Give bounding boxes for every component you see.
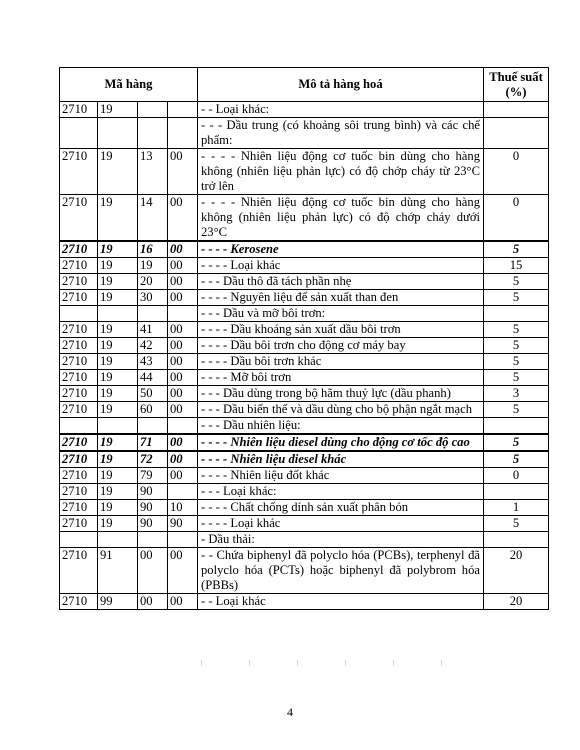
tax-rate-cell: 5 <box>484 274 549 290</box>
description-cell: - - - - Nhiên liệu đốt khác <box>198 468 484 484</box>
table-row <box>60 290 549 306</box>
rate-column-header: Thuế suất (%) <box>484 68 549 102</box>
subheading-code-cell: 19 <box>98 451 138 468</box>
subheading-code-cell: 19 <box>98 516 138 532</box>
description-cell: - - - Dầu thô đã tách phần nhẹ <box>198 274 484 290</box>
tax-rate-cell: 5 <box>484 354 549 370</box>
description-cell: - Dầu thải: <box>198 532 484 548</box>
subheading-code-cell: 19 <box>98 468 138 484</box>
suffix-code-cell: 90 <box>168 516 198 532</box>
heading-code-cell: 2710 <box>60 594 98 610</box>
suffix-code-cell: 00 <box>168 451 198 468</box>
national-code-cell: 79 <box>138 468 168 484</box>
heading-code-cell: 2710 <box>60 434 98 451</box>
heading-code-cell: 2710 <box>60 468 98 484</box>
national-code-cell: 19 <box>138 258 168 274</box>
subheading-code-cell: 19 <box>98 258 138 274</box>
national-code-cell: 42 <box>138 338 168 354</box>
table-row <box>60 500 549 516</box>
tax-rate-cell <box>484 484 549 500</box>
suffix-code-cell <box>168 118 198 149</box>
tax-rate-cell: 0 <box>484 468 549 484</box>
subheading-code-cell: 19 <box>98 195 138 242</box>
suffix-code-cell: 00 <box>168 548 198 594</box>
tariff-table <box>59 67 549 610</box>
national-code-cell <box>138 118 168 149</box>
subheading-code-cell: 91 <box>98 548 138 594</box>
suffix-code-cell: 00 <box>168 290 198 306</box>
national-code-cell: 90 <box>138 500 168 516</box>
table-row <box>60 322 549 338</box>
national-code-cell: 50 <box>138 386 168 402</box>
table-row <box>60 594 549 610</box>
national-code-cell: 44 <box>138 370 168 386</box>
description-cell: - - - - Loại khác <box>198 516 484 532</box>
suffix-code-cell <box>168 484 198 500</box>
suffix-code-cell: 00 <box>168 402 198 418</box>
suffix-code-cell <box>168 418 198 435</box>
description-cell: - - - - Nhiên liệu động cơ tuốc bin dùng cho hàng không (nhiên liệu phản lực) có độ chớp cháy dưới 23°C <box>198 195 484 242</box>
tax-rate-cell: 1 <box>484 500 549 516</box>
description-cell: - - - - Nhiên liệu diesel khác <box>198 451 484 468</box>
table-row <box>60 451 549 468</box>
description-cell: - - - - Dầu bôi trơn khác <box>198 354 484 370</box>
table-body <box>60 102 549 610</box>
tax-rate-cell: 5 <box>484 434 549 451</box>
national-code-cell: 43 <box>138 354 168 370</box>
heading-code-cell: 2710 <box>60 386 98 402</box>
tax-rate-cell <box>484 418 549 435</box>
description-column-header: Mô tả hàng hoá <box>198 68 484 102</box>
national-code-cell: 90 <box>138 484 168 500</box>
national-code-cell <box>138 532 168 548</box>
description-cell: - - - Dầu biến thế và dầu dùng cho bộ phận ngắt mạch <box>198 402 484 418</box>
national-code-cell: 00 <box>138 594 168 610</box>
description-cell: - - - - Mỡ bôi trơn <box>198 370 484 386</box>
tax-rate-cell <box>484 306 549 322</box>
description-cell: - - - - Chất chống dính sản xuất phân bón <box>198 500 484 516</box>
subheading-code-cell <box>98 306 138 322</box>
table-header-row <box>60 68 549 102</box>
national-code-cell: 00 <box>138 548 168 594</box>
heading-code-cell <box>60 532 98 548</box>
national-code-cell: 30 <box>138 290 168 306</box>
table-row <box>60 118 549 149</box>
scan-artifact <box>183 660 473 666</box>
subheading-code-cell: 19 <box>98 102 138 118</box>
subheading-code-cell: 19 <box>98 370 138 386</box>
table-row <box>60 548 549 594</box>
tax-rate-cell: 20 <box>484 548 549 594</box>
description-cell: - - - - Nguyên liệu để sản xuất than đen <box>198 290 484 306</box>
table-row <box>60 102 549 118</box>
suffix-code-cell: 00 <box>168 370 198 386</box>
tax-rate-cell: 15 <box>484 258 549 274</box>
heading-code-cell: 2710 <box>60 195 98 242</box>
tax-rate-cell: 0 <box>484 195 549 242</box>
suffix-code-cell: 00 <box>168 434 198 451</box>
suffix-code-cell: 10 <box>168 500 198 516</box>
subheading-code-cell: 19 <box>98 241 138 258</box>
tax-rate-cell: 5 <box>484 516 549 532</box>
subheading-code-cell: 19 <box>98 290 138 306</box>
subheading-code-cell <box>98 418 138 435</box>
subheading-code-cell: 19 <box>98 484 138 500</box>
subheading-code-cell: 19 <box>98 149 138 195</box>
heading-code-cell: 2710 <box>60 290 98 306</box>
description-cell: - - - - Kerosene <box>198 241 484 258</box>
suffix-code-cell: 00 <box>168 338 198 354</box>
heading-code-cell <box>60 418 98 435</box>
suffix-code-cell: 00 <box>168 468 198 484</box>
national-code-cell <box>138 102 168 118</box>
table-row <box>60 354 549 370</box>
subheading-code-cell: 19 <box>98 386 138 402</box>
description-cell: - - - Dầu trung (có khoảng sôi trung bình) và các chế phẩm: <box>198 118 484 149</box>
heading-code-cell: 2710 <box>60 338 98 354</box>
heading-code-cell: 2710 <box>60 102 98 118</box>
description-cell: - - - - Nhiên liệu động cơ tuốc bin dùng cho hàng không (nhiên liệu phản lực) có độ chớp cháy từ 23°C trở lên <box>198 149 484 195</box>
table-row <box>60 195 549 242</box>
heading-code-cell <box>60 306 98 322</box>
suffix-code-cell <box>168 306 198 322</box>
heading-code-cell: 2710 <box>60 548 98 594</box>
heading-code-cell <box>60 118 98 149</box>
heading-code-cell: 2710 <box>60 451 98 468</box>
description-cell: - - - - Loại khác <box>198 258 484 274</box>
table-row <box>60 274 549 290</box>
table-row <box>60 386 549 402</box>
table-row <box>60 434 549 451</box>
tax-rate-cell: 3 <box>484 386 549 402</box>
subheading-code-cell: 19 <box>98 402 138 418</box>
tax-rate-cell <box>484 532 549 548</box>
national-code-cell: 41 <box>138 322 168 338</box>
national-code-cell: 71 <box>138 434 168 451</box>
heading-code-cell: 2710 <box>60 402 98 418</box>
tax-rate-cell: 5 <box>484 338 549 354</box>
tax-rate-cell: 5 <box>484 322 549 338</box>
table-row <box>60 516 549 532</box>
tax-rate-cell: 5 <box>484 290 549 306</box>
suffix-code-cell: 00 <box>168 354 198 370</box>
heading-code-cell: 2710 <box>60 322 98 338</box>
table-row <box>60 532 549 548</box>
suffix-code-cell <box>168 532 198 548</box>
subheading-code-cell: 19 <box>98 354 138 370</box>
tax-rate-cell: 5 <box>484 241 549 258</box>
description-cell: - - Loại khác <box>198 594 484 610</box>
suffix-code-cell: 00 <box>168 322 198 338</box>
subheading-code-cell <box>98 118 138 149</box>
heading-code-cell: 2710 <box>60 354 98 370</box>
table-row <box>60 468 549 484</box>
subheading-code-cell: 19 <box>98 500 138 516</box>
national-code-cell: 72 <box>138 451 168 468</box>
suffix-code-cell: 00 <box>168 241 198 258</box>
subheading-code-cell: 99 <box>98 594 138 610</box>
national-code-cell: 90 <box>138 516 168 532</box>
suffix-code-cell: 00 <box>168 274 198 290</box>
subheading-code-cell <box>98 532 138 548</box>
national-code-cell: 20 <box>138 274 168 290</box>
table-row <box>60 306 549 322</box>
heading-code-cell: 2710 <box>60 500 98 516</box>
table-row <box>60 402 549 418</box>
description-cell: - - - Dầu và mỡ bôi trơn: <box>198 306 484 322</box>
description-cell: - - - Dầu dùng trong bộ hãm thuỷ lực (dầu phanh) <box>198 386 484 402</box>
table-row <box>60 338 549 354</box>
heading-code-cell: 2710 <box>60 516 98 532</box>
description-cell: - - - - Dầu bôi trơn cho động cơ máy bay <box>198 338 484 354</box>
heading-code-cell: 2710 <box>60 149 98 195</box>
national-code-cell <box>138 306 168 322</box>
table-row <box>60 484 549 500</box>
table-row <box>60 370 549 386</box>
tax-rate-cell: 0 <box>484 149 549 195</box>
description-cell: - - - Dầu nhiên liệu: <box>198 418 484 435</box>
suffix-code-cell: 00 <box>168 195 198 242</box>
tax-rate-cell <box>484 102 549 118</box>
tax-rate-cell: 5 <box>484 370 549 386</box>
heading-code-cell: 2710 <box>60 274 98 290</box>
heading-code-cell: 2710 <box>60 241 98 258</box>
heading-code-cell: 2710 <box>60 484 98 500</box>
tax-rate-cell: 20 <box>484 594 549 610</box>
description-cell: - - Loại khác: <box>198 102 484 118</box>
heading-code-cell: 2710 <box>60 370 98 386</box>
national-code-cell <box>138 418 168 435</box>
table-row <box>60 258 549 274</box>
tax-rate-cell: 5 <box>484 451 549 468</box>
subheading-code-cell: 19 <box>98 338 138 354</box>
national-code-cell: 16 <box>138 241 168 258</box>
subheading-code-cell: 19 <box>98 322 138 338</box>
suffix-code-cell <box>168 102 198 118</box>
description-cell: - - - Loại khác: <box>198 484 484 500</box>
description-cell: - - - - Nhiên liệu diesel dùng cho động cơ tốc độ cao <box>198 434 484 451</box>
national-code-cell: 14 <box>138 195 168 242</box>
tax-rate-cell <box>484 118 549 149</box>
suffix-code-cell: 00 <box>168 594 198 610</box>
description-cell: - - - - Dầu khoáng sản xuất dầu bôi trơn <box>198 322 484 338</box>
code-column-header: Mã hàng <box>60 68 198 102</box>
suffix-code-cell: 00 <box>168 258 198 274</box>
table-row <box>60 418 549 435</box>
national-code-cell: 60 <box>138 402 168 418</box>
table-row <box>60 149 549 195</box>
description-cell: - - Chứa biphenyl đã polyclo hóa (PCBs), terphenyl đã polyclo hóa (PCTs) hoặc biphenyl đã polybrom hóa (PBBs) <box>198 548 484 594</box>
tax-rate-cell: 5 <box>484 402 549 418</box>
suffix-code-cell: 00 <box>168 149 198 195</box>
table-row <box>60 241 549 258</box>
subheading-code-cell: 19 <box>98 274 138 290</box>
heading-code-cell: 2710 <box>60 258 98 274</box>
subheading-code-cell: 19 <box>98 434 138 451</box>
national-code-cell: 13 <box>138 149 168 195</box>
suffix-code-cell: 00 <box>168 386 198 402</box>
page-number: 4 <box>287 705 293 719</box>
